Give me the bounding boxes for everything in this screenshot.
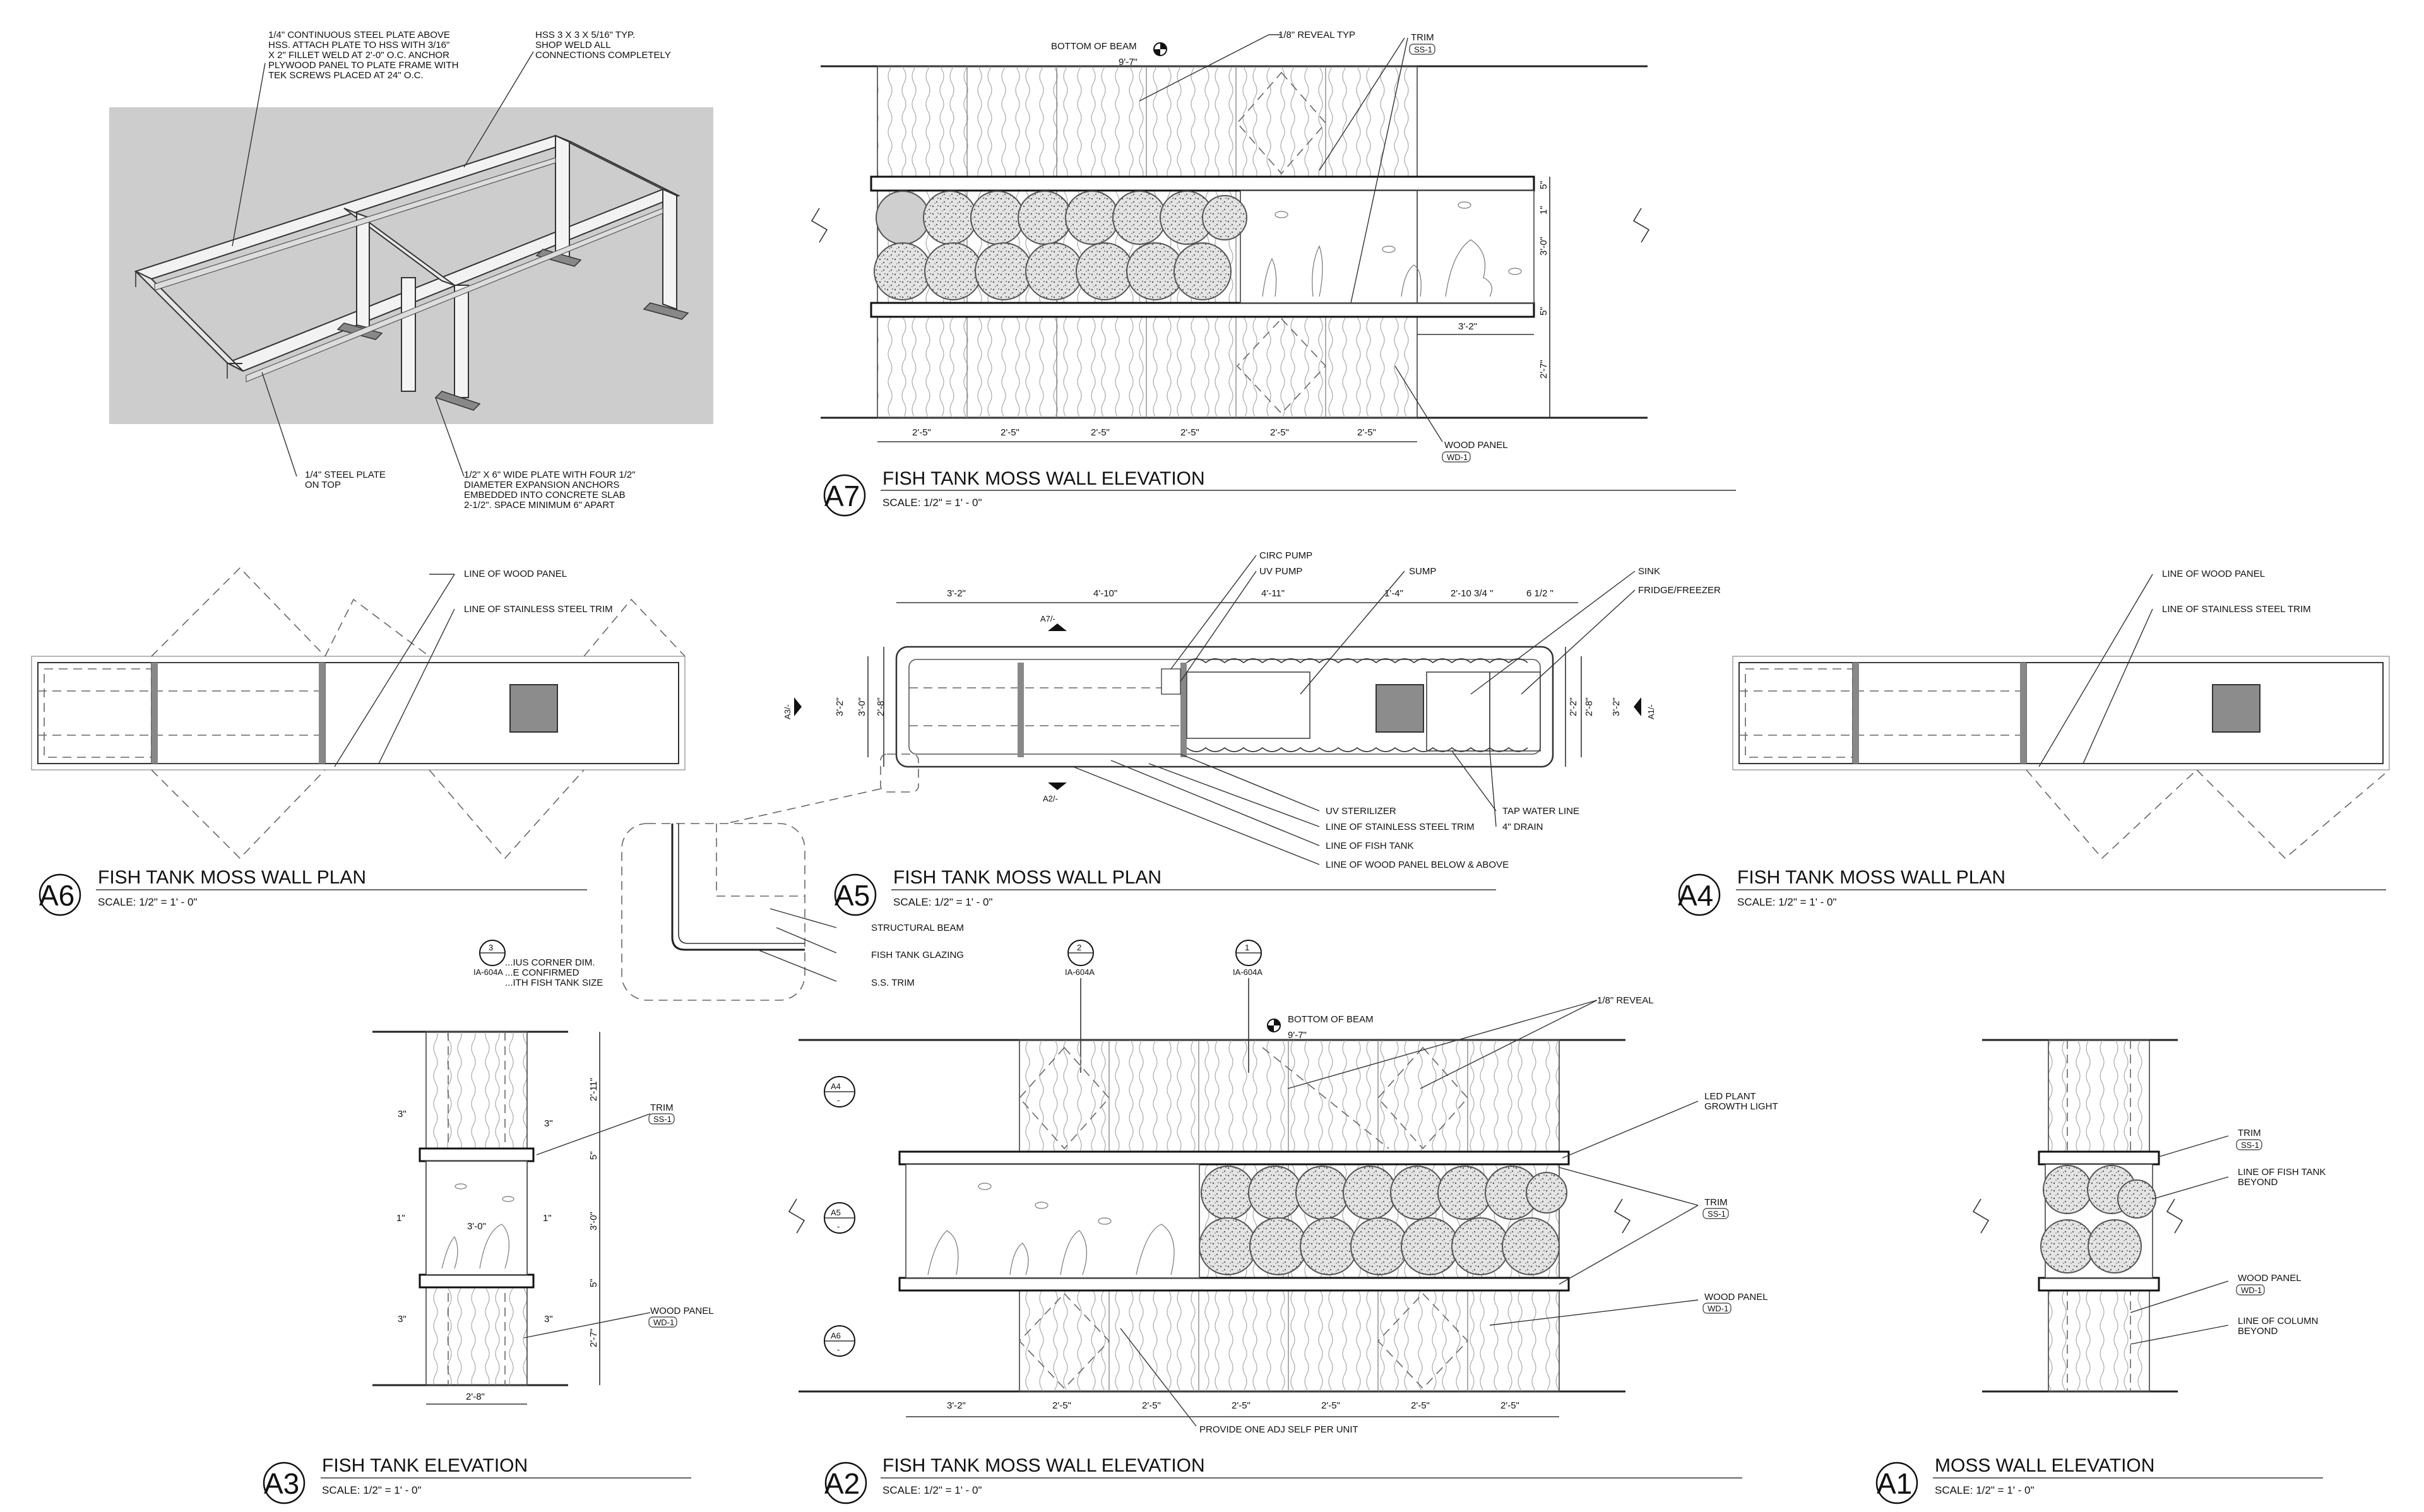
a5-tdim-6: 6 1/2 " <box>1526 588 1554 599</box>
a3-dim-bottom: 2'-8" <box>466 1391 485 1402</box>
a3-dim-1-right: 1" <box>543 1213 552 1224</box>
a4-column <box>2213 685 2260 732</box>
a7-view-id: A7 <box>824 480 860 512</box>
a6-title: FISH TANK MOSS WALL PLAN <box>98 867 367 888</box>
a7-rdim-1: 5" <box>1538 180 1549 189</box>
a3-scale: SCALE: 1/2" = 1' - 0" <box>322 1484 422 1496</box>
a1-beyond-note <box>2238 1167 2329 1188</box>
a4-title: FISH TANK MOSS WALL PLAN <box>1737 867 2006 888</box>
note-anchor-line-4: 2-1/2". SPACE MINIMUM 6" APART <box>464 500 615 511</box>
a7-bottom-trim <box>871 303 1534 317</box>
a3-view-id: A3 <box>264 1467 300 1500</box>
note-anchor-plate <box>464 470 638 511</box>
a2-tag-a6-sub: - <box>837 1345 840 1354</box>
a3-rdim-2: 5" <box>588 1151 599 1160</box>
a5-sink-label: SINK <box>1638 566 1661 577</box>
a7-bottom-dims <box>912 427 1376 438</box>
note-hss-line-3: CONNECTIONS COMPLETELY <box>535 50 671 61</box>
a2-bottom-of-beam: BOTTOM OF BEAM <box>1288 1014 1374 1025</box>
a2-trim-tag: SS-1 <box>1708 1209 1726 1219</box>
a4-view-id: A4 <box>1678 879 1714 912</box>
a2-reveal-note: 1/8" REVEAL <box>1597 995 1654 1006</box>
a7-trim-tag: SS-1 <box>1414 45 1432 54</box>
a7-rdim-3: 3'-0" <box>1538 237 1549 256</box>
a7-reveal-note: 1/8" REVEAL TYP <box>1278 30 1356 40</box>
a1-column-line-2: BEYOND <box>2238 1326 2278 1337</box>
view-a6-plan <box>32 568 685 915</box>
a3-rdim-3: 3'-0" <box>588 1212 599 1231</box>
note-continuous-plate <box>268 30 461 81</box>
view-a1-elevation <box>1877 1040 2329 1503</box>
a5-uv-pump <box>1162 669 1180 694</box>
a7-rdim-5: 2'-7" <box>1538 360 1549 379</box>
a1-scale: SCALE: 1/2" = 1' - 0" <box>1935 1484 2035 1496</box>
a7-title: FISH TANK MOSS WALL ELEVATION <box>882 468 1205 489</box>
a6-scale: SCALE: 1/2" = 1' - 0" <box>98 896 198 908</box>
a3-rdim-1: 2'-11" <box>588 1077 599 1101</box>
a5-uv-pump-label: UV PUMP <box>1259 566 1303 577</box>
a3-rdim-5: 2'-7" <box>588 1328 599 1347</box>
a3-wood-tag: WD-1 <box>653 1318 675 1327</box>
a7-dim-1: 2'-5" <box>912 427 931 438</box>
a2-tag-a5-sub: - <box>837 1222 840 1231</box>
a5-sump-label: SUMP <box>1409 566 1437 577</box>
a5-fridge-label: FRIDGE/FREEZER <box>1638 585 1721 596</box>
a1-wood-tag: WD-1 <box>2241 1285 2262 1295</box>
a1-trim-tag: SS-1 <box>2241 1140 2259 1150</box>
a2-view-id: A2 <box>824 1467 860 1500</box>
a1-beyond-line-1: LINE OF FISH TANK <box>2238 1167 2326 1178</box>
a2-dim-5: 2'-5" <box>1321 1400 1340 1411</box>
a1-wood-panel: WOOD PANEL <box>2238 1273 2302 1284</box>
a5-moss-row <box>1187 659 1528 752</box>
note-plate-line-1: 1/4" CONTINUOUS STEEL PLATE ABOVE <box>268 30 450 40</box>
a3-trim-label: TRIM <box>650 1102 674 1113</box>
a5-glazing: FISH TANK GLAZING <box>871 950 964 960</box>
a5-drain: 4" DRAIN <box>1502 822 1543 832</box>
a5-scale: SCALE: 1/2" = 1' - 0" <box>893 896 993 908</box>
a1-column-note <box>2238 1316 2321 1337</box>
a5-line-fish-tank: LINE OF FISH TANK <box>1326 841 1414 851</box>
a7-top-trim <box>871 177 1534 191</box>
a7-right-dims <box>1538 180 1549 379</box>
a5-tdim-3: 4'-11" <box>1261 588 1285 599</box>
a7-beam-elev: 9'-7" <box>1119 57 1138 68</box>
a2-tag-a6-label: A6 <box>831 1331 841 1340</box>
a3-dim-3-left-bottom: 3" <box>398 1314 407 1325</box>
a5-tdim-5: 2'-10 3/4 " <box>1451 588 1494 599</box>
a5-right-dims <box>1568 697 1622 716</box>
a1-column-line-1: LINE OF COLUMN <box>2238 1316 2319 1326</box>
a2-dim-4: 2'-5" <box>1232 1400 1251 1411</box>
a2-callout-1-num: 1 <box>1245 943 1250 952</box>
a6-line-trim: LINE OF STAINLESS STEEL TRIM <box>464 604 613 615</box>
view-a4-plan <box>1678 569 2389 915</box>
a1-beyond-line-2: BEYOND <box>2238 1177 2278 1188</box>
a3-right-dims <box>588 1078 599 1347</box>
a4-scale: SCALE: 1/2" = 1' - 0" <box>1737 896 1837 908</box>
a2-led-line-1: LED PLANT <box>1704 1091 1756 1102</box>
a7-dim-4: 2'-5" <box>1180 427 1199 438</box>
note-plate-line-4: PLYWOOD PANEL TO PLATE FRAME WITH <box>268 60 459 71</box>
note-steel-plate-top <box>305 470 388 490</box>
a3-callout-num: 3 <box>489 943 494 952</box>
a7-dim-6: 2'-5" <box>1357 427 1376 438</box>
a2-fish-tank <box>906 1164 1199 1278</box>
a2-dim-3: 2'-5" <box>1142 1400 1161 1411</box>
a2-callout-2-sheet: IA-604A <box>1065 967 1095 977</box>
a7-trim-label: TRIM <box>1411 32 1434 43</box>
note-hss <box>535 30 671 61</box>
a2-tag-a4-sub: - <box>837 1096 840 1105</box>
a7-rdim-4: 5" <box>1538 307 1549 316</box>
a7-wood-panel-label: WOOD PANEL <box>1444 440 1508 451</box>
a5-line-ss-trim: LINE OF STAINLESS STEEL TRIM <box>1326 822 1475 832</box>
a7-fish-tank <box>1240 191 1417 303</box>
a5-tag-a2: A2/- <box>1043 794 1058 803</box>
view-a2-elevation <box>789 940 1778 1503</box>
a2-bottom-dims <box>947 1400 1519 1411</box>
a2-wood-tag: WD-1 <box>1708 1304 1729 1313</box>
a5-title: FISH TANK MOSS WALL PLAN <box>893 867 1162 888</box>
a2-led-line-2: GROWTH LIGHT <box>1704 1101 1778 1112</box>
a3-dim-3-left-top: 3" <box>398 1109 407 1119</box>
a6-outline <box>32 656 685 770</box>
a5-tag-a7: A7/- <box>1040 614 1055 623</box>
a2-led-note <box>1704 1091 1778 1112</box>
a5-rdim-1: 2'-2" <box>1568 697 1579 716</box>
a5-tdim-2: 4'-10" <box>1093 588 1118 599</box>
a6-line-wood: LINE OF WOOD PANEL <box>464 569 567 579</box>
a1-title: MOSS WALL ELEVATION <box>1935 1455 2155 1476</box>
a2-tag-a4-label: A4 <box>831 1082 841 1091</box>
a7-wood-tag: WD-1 <box>1447 452 1468 462</box>
a5-circ-pump: CIRC PUMP <box>1259 550 1313 561</box>
a3-dim-1-left: 1" <box>396 1213 405 1224</box>
a5-left-dims <box>835 697 886 716</box>
a5-sink <box>1427 672 1490 751</box>
a5-column <box>1376 685 1423 732</box>
a5-outline <box>896 647 1553 767</box>
a3-radius-line-3: ...ITH FISH TANK SIZE <box>505 977 603 988</box>
a7-bottom-of-beam: BOTTOM OF BEAM <box>1051 41 1137 52</box>
note-steel-top-line-1: 1/4" STEEL PLATE <box>305 470 386 480</box>
note-anchor-line-2: DIAMETER EXPANSION ANCHORS <box>464 480 620 490</box>
view-a5-plan <box>622 550 1721 1000</box>
a3-radius-line-1: ...IUS CORNER DIM. <box>505 957 595 968</box>
a3-dim-3-right-bottom: 3" <box>544 1314 553 1325</box>
a2-tag-a5-label: A5 <box>831 1208 841 1217</box>
a5-tag-a1: A1/- <box>1646 704 1656 719</box>
a2-callout-2-num: 2 <box>1077 943 1082 952</box>
note-plate-line-3: X 2" FILLET WELD AT 2'-0" O.C. ANCHOR <box>268 50 449 61</box>
a5-tag-a3: A3/- <box>783 704 792 719</box>
a5-tdim-1: 3'-2" <box>947 588 966 599</box>
a3-radius-line-2: ...E CONFIRMED <box>505 967 579 978</box>
a2-title: FISH TANK MOSS WALL ELEVATION <box>882 1455 1205 1476</box>
view-a7-elevation <box>812 30 1736 516</box>
a5-rdim-3: 3'-2" <box>1611 697 1622 716</box>
note-steel-top-line-2: ON TOP <box>305 480 341 490</box>
a7-inner-dim: 3'-2" <box>1458 321 1477 332</box>
a1-trim-label: TRIM <box>2238 1128 2261 1138</box>
a5-rdim-2: 2'-8" <box>1584 697 1595 716</box>
note-hss-line-2: SHOP WELD ALL <box>535 40 611 50</box>
note-plate-line-5: TEK SCREWS PLACED AT 24" O.C. <box>268 70 424 81</box>
a7-dim-3: 2'-5" <box>1091 427 1110 438</box>
a2-trim-label: TRIM <box>1704 1197 1728 1208</box>
a5-sump <box>1187 672 1310 738</box>
a4-line-trim: LINE OF STAINLESS STEEL TRIM <box>2162 604 2311 615</box>
a5-uv-sterilizer: UV STERILIZER <box>1326 806 1396 817</box>
a3-radius-note <box>505 957 603 988</box>
a2-dim-6: 2'-5" <box>1411 1400 1430 1411</box>
view-a3-elevation <box>264 940 714 1503</box>
a2-beam-elev: 9'-7" <box>1288 1030 1307 1041</box>
a7-dim-5: 2'-5" <box>1270 427 1289 438</box>
a5-ldim-2: 3'-0" <box>857 697 867 716</box>
note-hss-line-1: HSS 3 X 3 X 5/16" TYP. <box>535 30 636 40</box>
a7-scale: SCALE: 1/2" = 1' - 0" <box>882 497 982 509</box>
a6-view-id: A6 <box>39 879 75 912</box>
a2-dim-1: 3'-2" <box>947 1400 966 1411</box>
a2-dim-2: 2'-5" <box>1052 1400 1071 1411</box>
a1-view-id: A1 <box>1877 1467 1913 1500</box>
steel-frame-iso-view <box>109 30 713 511</box>
a3-trim-tag: SS-1 <box>653 1114 672 1124</box>
a5-view-id: A5 <box>835 879 870 912</box>
a5-ldim-1: 3'-2" <box>835 697 845 716</box>
a5-tap-water: TAP WATER LINE <box>1502 806 1579 817</box>
a2-scale: SCALE: 1/2" = 1' - 0" <box>882 1484 982 1496</box>
a2-callout-1-sheet: IA-604A <box>1233 967 1262 977</box>
note-plate-line-2: HSS. ATTACH PLATE TO HSS WITH 3/16" <box>268 40 450 50</box>
a3-callout-sheet: IA-604A <box>473 967 503 977</box>
note-anchor-line-3: EMBEDDED INTO CONCRETE SLAB <box>464 490 626 500</box>
a3-dim-inner: 3'-0" <box>467 1221 486 1232</box>
a2-dim-7: 2'-5" <box>1500 1400 1519 1411</box>
a6-column <box>510 685 557 732</box>
a5-structural-beam: STRUCTURAL BEAM <box>871 923 964 933</box>
a3-title: FISH TANK ELEVATION <box>322 1455 528 1476</box>
a7-rdim-2: 1" <box>1538 206 1549 215</box>
a3-rdim-4: 5" <box>588 1279 599 1287</box>
note-anchor-line-1: 1/2" X 6" WIDE PLATE WITH FOUR 1/2" <box>464 470 636 480</box>
a5-leaders <box>1073 555 1635 865</box>
a5-tdim-4: 1'-4" <box>1384 588 1403 599</box>
a5-top-dims <box>947 588 1554 599</box>
a5-corner-detail <box>622 824 805 1000</box>
a7-dim-2: 2'-5" <box>1001 427 1019 438</box>
a3-dim-3-right-top: 3" <box>544 1118 553 1129</box>
a5-ss-trim: S.S. TRIM <box>871 977 915 988</box>
a3-fish-tank <box>426 1161 527 1275</box>
a4-line-wood: LINE OF WOOD PANEL <box>2162 569 2266 579</box>
a2-wood-panel: WOOD PANEL <box>1704 1292 1768 1302</box>
a2-shelf-note: PROVIDE ONE ADJ SELF PER UNIT <box>1199 1424 1358 1435</box>
a5-ldim-3: 2'-8" <box>876 697 886 716</box>
a5-line-wood: LINE OF WOOD PANEL BELOW & ABOVE <box>1326 859 1509 870</box>
a3-wood-panel: WOOD PANEL <box>650 1306 714 1316</box>
